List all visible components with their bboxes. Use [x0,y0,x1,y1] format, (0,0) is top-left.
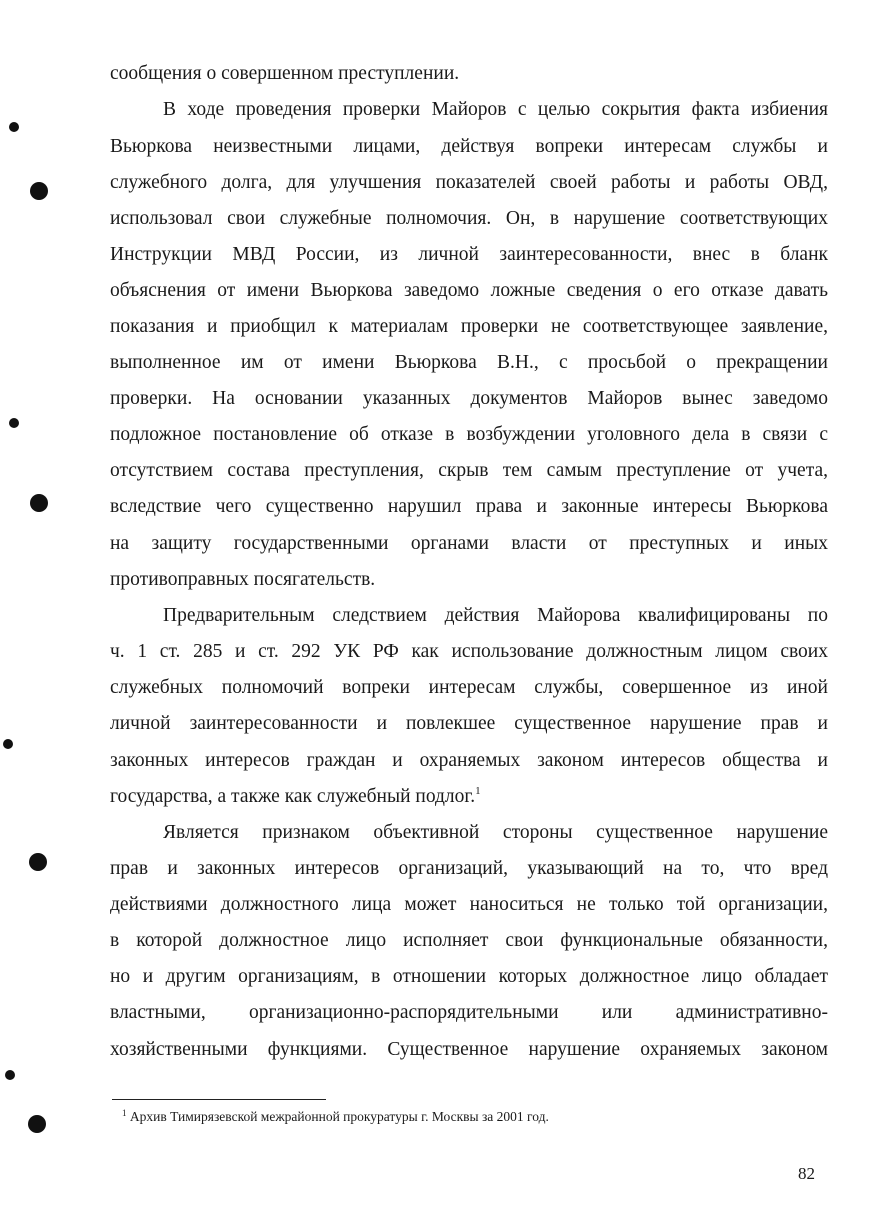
text-line: сообщения о совершенном преступлении. [110,63,460,84]
text-line: использовал свои служебные полномочия. Он, в нарушение соответствующих [110,208,828,229]
text-line: но и другим организациям, в отношении которых должностное лицо обладает [110,966,828,987]
page-number: 82 [798,1164,815,1183]
text-line: отсутствием состава преступления, скрыв тем самым преступление от учета, [110,460,828,481]
text-line: в которой должностное лицо исполняет свои функциональные обязанности, [110,930,828,951]
punch-hole-mark [5,1070,15,1080]
text-line: противоправных посягательств. [110,569,376,590]
text-line: подложное постановление об отказе в возбуждении уголовного дела в связи с [110,424,828,445]
text-line: действиями должностного лица может наноситься не только той организации, [110,894,828,915]
punch-hole-mark [29,853,47,871]
text-line: вследствие чего существенно нарушил права и законные интересы Вьюркова [110,496,828,517]
text-line: Вьюркова неизвестными лицами, действуя вопреки интересам службы и [110,136,828,157]
text-line: проверки. На основании указанных документов Майоров вынес заведомо [110,388,828,409]
punch-hole-mark [28,1115,46,1133]
punch-hole-mark [9,122,19,132]
punch-hole-mark [30,494,48,512]
punch-hole-mark [9,418,19,428]
text-line: показания и приобщил к материалам проверки не соответствующее заявление, [110,316,828,337]
footnote-separator [112,1099,326,1100]
footnote-number: 1 [122,1108,127,1118]
text-line: на защиту государственными органами власти от преступных и иных [110,533,828,554]
text-line: ч. 1 ст. 285 и ст. 292 УК РФ как использование должностным лицом своих [110,641,828,662]
text-line: прав и законных интересов организаций, указывающий на то, что вред [110,858,828,879]
text-line [110,784,828,810]
footnote-text: Архив Тимирязевской межрайонной прокуратуры г. Москвы за 2001 год. [129,1109,549,1124]
text-line: объяснения от имени Вьюркова заведомо ложные сведения о его отказе давать [110,280,828,301]
text-line: служебного долга, для улучшения показателей своей работы и работы ОВД, [110,172,828,193]
text-line: В ходе проведения проверки Майоров с целью сокрытия факта избиения [163,99,828,120]
text-line: властными, организационно-распорядительными или административно- [110,1002,828,1023]
text-line: служебных полномочий вопреки интересам службы, совершенное из иной [110,677,828,698]
punch-hole-mark [30,182,48,200]
footnote [122,1108,549,1126]
text-line: законных интересов граждан и охраняемых законом интересов общества и [110,750,828,771]
text-line: Предварительным следствием действия Майорова квалифицированы по [163,605,828,626]
text-line-content: государства, а также как служебный подлог. [110,786,476,807]
text-line: хозяйственными функциями. Существенное нарушение охраняемых законом [110,1039,828,1060]
text-line: Инструкции МВД России, из личной заинтересованности, внес в бланк [110,244,828,265]
text-line: личной заинтересованности и повлекшее существенное нарушение прав и [110,713,828,734]
text-line: Является признаком объективной стороны существенное нарушение [163,822,828,843]
footnote-reference: 1 [475,785,481,797]
text-line: выполненное им от имени Вьюркова В.Н., с просьбой о прекращении [110,352,828,373]
punch-hole-mark [3,739,13,749]
